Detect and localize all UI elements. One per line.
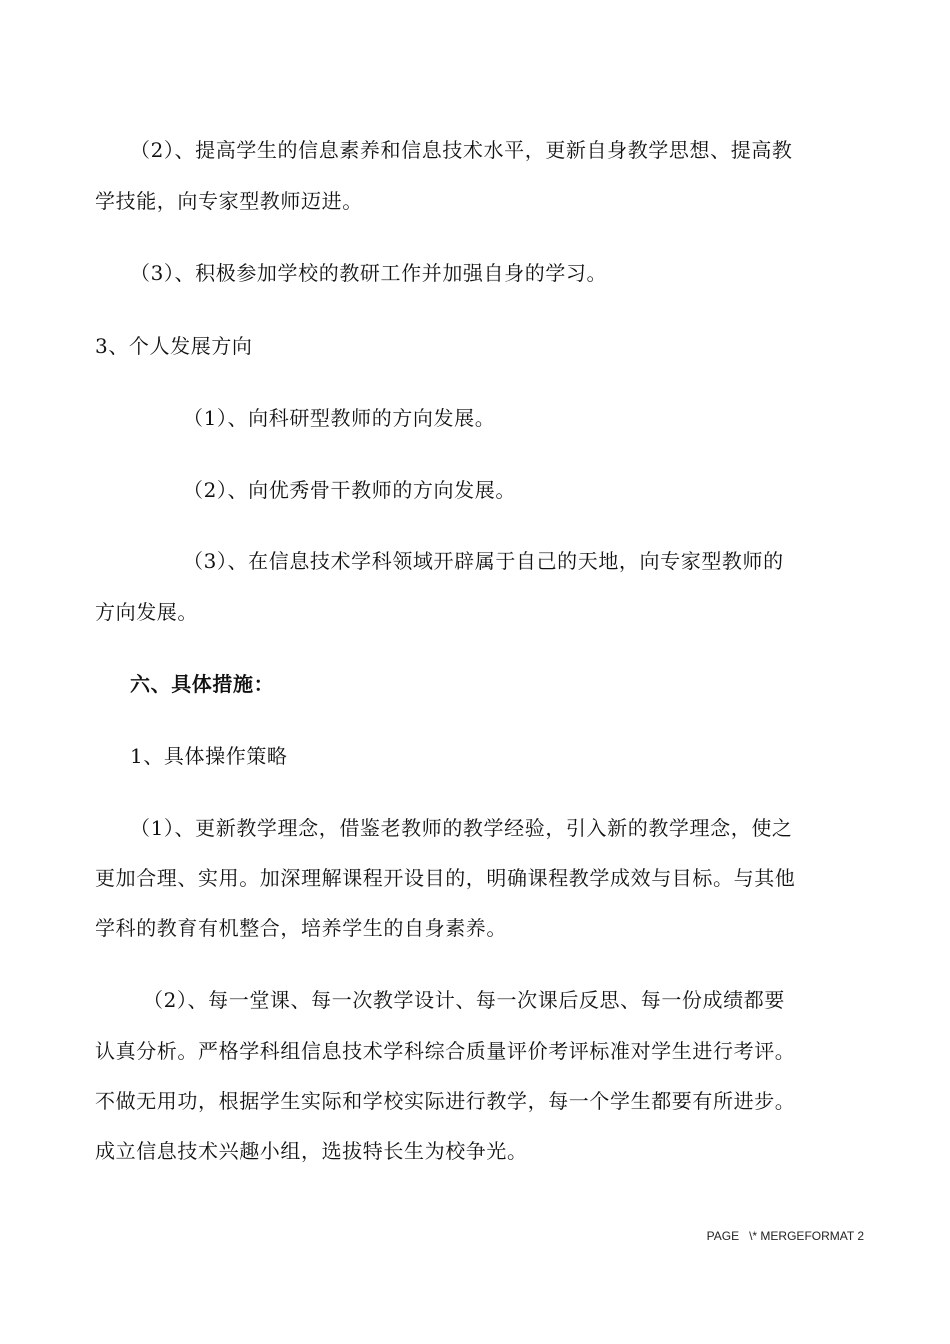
- list-item: （1）、向科研型教师的方向发展。: [183, 406, 496, 430]
- subsection-heading: 1、具体操作策略: [130, 744, 288, 768]
- list-item: （2）、向优秀骨干教师的方向发展。: [183, 478, 516, 502]
- list-item-continuation: 方向发展。: [95, 600, 198, 624]
- page-footer: PAGE \* MERGEFORMAT 2: [706, 1229, 864, 1243]
- section-heading: 3、个人发展方向: [95, 334, 253, 358]
- paragraph-line: 成立信息技术兴趣小组，选拔特长生为校争光。: [95, 1139, 528, 1163]
- paragraph-line: （2）、每一堂课、每一次教学设计、每一次课后反思、每一份成绩都要: [143, 988, 785, 1012]
- paragraph-line: （1）、更新教学理念，借鉴老教师的教学经验，引入新的教学理念，使之: [130, 816, 793, 840]
- list-item: （3）、在信息技术学科领域开辟属于自己的天地，向专家型教师的: [183, 549, 784, 573]
- paragraph-line: （2）、提高学生的信息素养和信息技术水平，更新自身教学思想、提高教: [130, 138, 793, 162]
- paragraph-line: 学技能，向专家型教师迈进。: [95, 189, 363, 213]
- chapter-heading: 六、具体措施：: [130, 672, 275, 696]
- paragraph-line: （3）、积极参加学校的教研工作并加强自身的学习。: [130, 261, 608, 285]
- paragraph-line: 不做无用功，根据学生实际和学校实际进行教学，每一个学生都要有所进步。: [95, 1089, 796, 1113]
- paragraph-line: 认真分析。严格学科组信息技术学科综合质量评价考评标准对学生进行考评。: [95, 1039, 796, 1063]
- paragraph-line: 学科的教育有机整合，培养学生的自身素养。: [95, 916, 507, 940]
- paragraph-line: 更加合理、实用。加深理解课程开设目的，明确课程教学成效与目标。与其他: [95, 866, 796, 890]
